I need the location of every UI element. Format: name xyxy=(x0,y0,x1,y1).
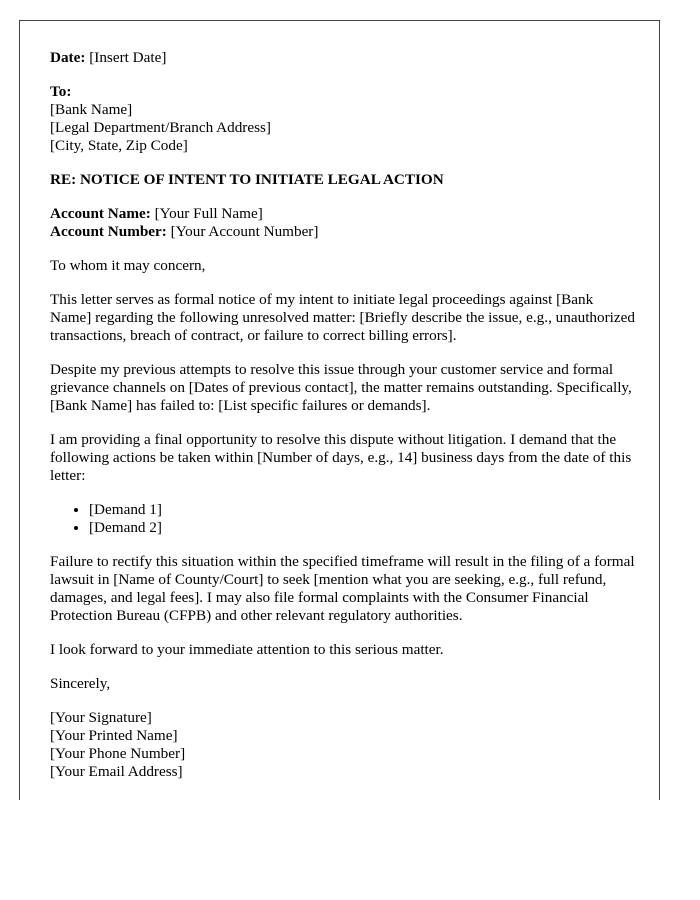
recipient-block xyxy=(50,83,638,155)
date-line xyxy=(50,49,638,67)
recipient-city: [City, State, Zip Code] xyxy=(50,137,188,154)
account-name-label: Account Name: xyxy=(50,205,151,222)
recipient-bank-name: [Bank Name] xyxy=(50,101,133,118)
account-block xyxy=(50,205,638,241)
date-label: Date: xyxy=(50,49,86,66)
date-value: [Insert Date] xyxy=(89,49,167,66)
demand-item: • [Demand 1] xyxy=(89,501,638,519)
recipient-label: To: xyxy=(50,83,72,100)
demand-list xyxy=(50,501,638,537)
paragraph-previous-attempts: Despite my previous attempts to resolve this issue through your customer service and formal grievance channels on [Dates of previous contact], the matter remains outstanding. Specifically, [Bank Name] has failed to: [List specific failures or demands]. xyxy=(50,361,632,414)
account-number-label: Account Number: xyxy=(50,223,167,240)
printed-name-line: [Your Printed Name] xyxy=(50,727,178,744)
phone-number-line: [Your Phone Number] xyxy=(50,745,186,762)
paragraph-final-opportunity: I am providing a final opportunity to resolve this dispute without litigation. I demand that the following actions be taken within [Number of days, e.g., 14] business days from the date of this letter: xyxy=(50,431,632,484)
signature-block xyxy=(50,709,638,781)
demand-item: • [Demand 2] xyxy=(89,519,638,537)
email-address-line: [Your Email Address] xyxy=(50,763,183,780)
account-name-value: [Your Full Name] xyxy=(154,205,263,222)
paragraph-intent: This letter serves as formal notice of my intent to initiate legal proceedings against [Bank Name] regarding the following unresolved matter: [Briefly describe the issue, e.g., unauthorized transactions, breach of contract, or failure to correct billing errors]. xyxy=(50,291,635,344)
letter-body xyxy=(50,49,638,781)
closing: Sincerely, xyxy=(50,675,111,692)
recipient-address: [Legal Department/Branch Address] xyxy=(50,119,271,136)
subject-text: RE: NOTICE OF INTENT TO INITIATE LEGAL ACTION xyxy=(50,171,444,188)
account-number-value: [Your Account Number] xyxy=(170,223,319,240)
letter-page xyxy=(19,20,660,800)
salutation: To whom it may concern, xyxy=(50,257,206,274)
paragraph-consequences: Failure to rectify this situation within the specified timeframe will result in the filing of a formal lawsuit in [Name of County/Court] to seek [mention what you are seeking, e.g., full refund, damages, and legal fees]. I may also file formal complaints with the Consumer Financial Protection Bureau (CFPB) and other relevant regulatory authorities. xyxy=(50,553,635,624)
subject-line xyxy=(50,171,638,189)
signature-line: [Your Signature] xyxy=(50,709,152,726)
paragraph-attention: I look forward to your immediate attention to this serious matter. xyxy=(50,641,444,658)
